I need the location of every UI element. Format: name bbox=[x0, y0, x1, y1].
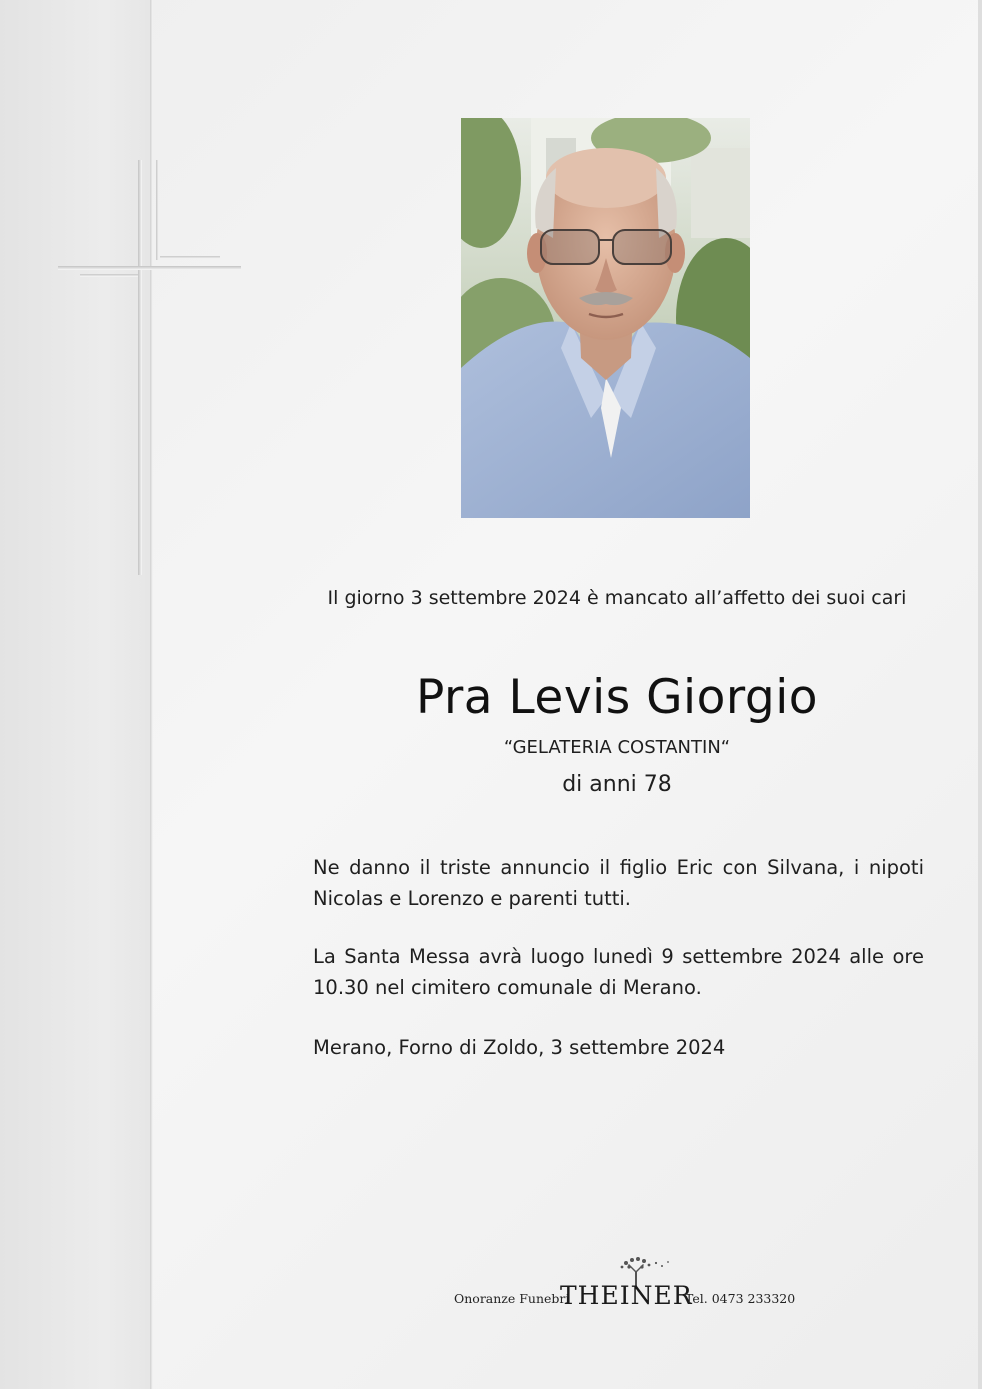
cross-vertical-inner bbox=[156, 160, 159, 260]
cross-horizontal-bar bbox=[58, 266, 241, 270]
footer-label: Onoranze Funebri bbox=[454, 1291, 570, 1306]
age-text: di anni 78 bbox=[562, 772, 672, 797]
business-subtitle: “GELATERIA COSTANTIN“ bbox=[503, 737, 731, 758]
right-page-edge bbox=[978, 0, 982, 1389]
place-date-line: Merano, Forno di Zoldo, 3 settembre 2024 bbox=[313, 1036, 726, 1059]
announcement-paragraph: Ne danno il triste annuncio il figlio Eric con Silvana, i nipoti Nicolas e Lorenzo e parenti tutti. bbox=[313, 856, 924, 910]
funeral-home-footer bbox=[420, 1255, 840, 1325]
cross-horizontal-inner-right bbox=[160, 256, 220, 259]
strip-divider bbox=[150, 0, 153, 1389]
footer-phone: Tel. 0473 233320 bbox=[685, 1291, 796, 1306]
cross-vertical-bar bbox=[138, 160, 142, 575]
footer-brand: THEINER bbox=[560, 1281, 693, 1310]
portrait-illustration bbox=[461, 118, 750, 518]
intro-text: Il giorno 3 settembre 2024 è mancato all’affetto dei suoi cari bbox=[327, 587, 907, 609]
portrait-photo bbox=[461, 118, 750, 518]
mass-paragraph: La Santa Messa avrà luogo lunedì 9 settembre 2024 alle ore 10.30 nel cimitero comunale di Merano. bbox=[313, 945, 924, 999]
cross-horizontal-inner-left bbox=[80, 274, 138, 277]
deceased-name: Pra Levis Giorgio bbox=[415, 670, 819, 725]
left-decorative-strip bbox=[0, 0, 150, 1389]
